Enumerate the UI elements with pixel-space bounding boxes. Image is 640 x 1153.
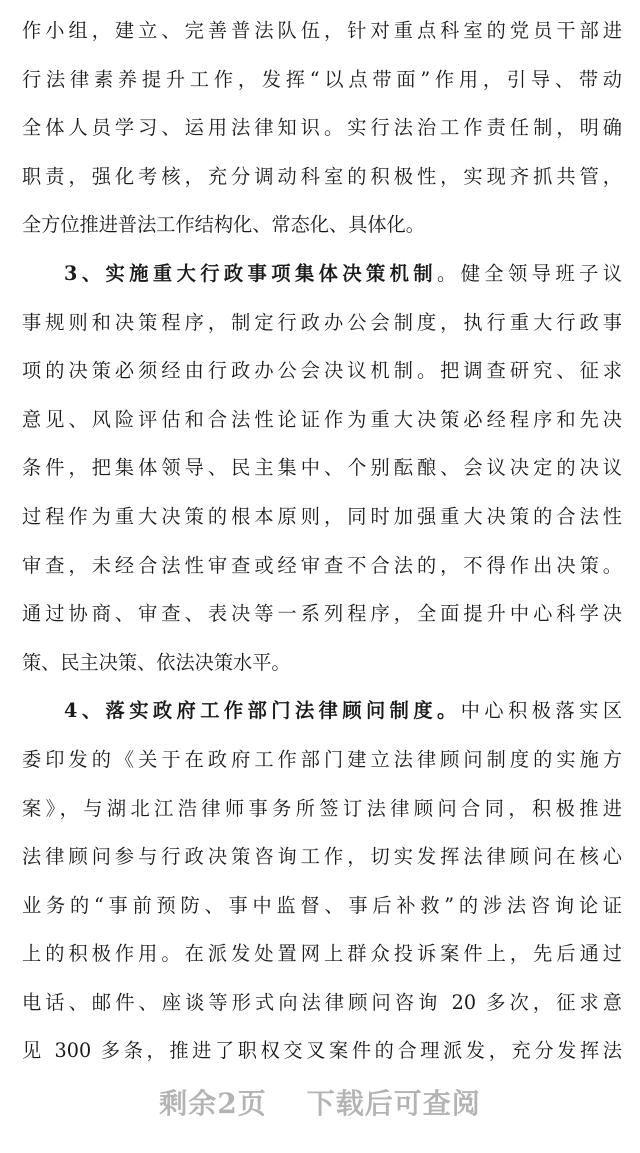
text-line: 电话、邮件、座谈等形式向法律顾问咨询 20 多次，征求意: [22, 990, 622, 1014]
document-body: [22, 7, 622, 1076]
paragraph-2: [22, 250, 622, 687]
text-line: 职责，强化考核，充分调动科室的积极性，实现齐抓共管，: [22, 164, 622, 188]
section-heading: 3、实施重大行政事项集体决策机制: [64, 261, 438, 285]
text-line: 事规则和决策程序，制定行政办公会制度，执行重大行政事: [22, 310, 622, 334]
text-line: 条件，把集体领导、民主集中、个别酝酿、会议决定的决议: [22, 456, 622, 480]
text-line: 见 300 多条，推进了职权交叉案件的合理派发，充分发挥法: [22, 1039, 622, 1063]
text-line: 通过协商、审查、表决等一系列程序，全面提升中心科学决: [22, 602, 622, 626]
text-span: 中心积极落实区: [460, 699, 622, 723]
text-line: 上的积极作用。在派发处置网上群众投诉案件上，先后通过: [22, 942, 622, 966]
text-line: 委印发的《关于在政府工作部门建立法律顾问制度的实施方: [22, 747, 622, 771]
download-to-view-label: 下载后可查阅: [306, 1087, 481, 1120]
text-line: 审查，未经合法性审查或经审查不合法的，不得作出决策。: [22, 553, 622, 577]
paragraph-first-line: [22, 250, 622, 299]
text-line: 过程作为重大决策的根本原则，同时加强重大决策的合法性: [22, 504, 622, 528]
text-line: 作小组，建立、完善普法队伍，针对重点科室的党员干部进: [22, 19, 622, 42]
text-line: 项的决策必须经由行政办公会决议机制。把调查研究、征求: [22, 359, 622, 383]
text-line: 策、民主决策、依法决策水平。: [22, 650, 291, 674]
text-line: 案》，与湖北江浩律师事务所签订法律顾问合同，积极推进: [22, 796, 622, 820]
section-heading: 4、落实政府工作部门法律顾问制度。: [64, 699, 461, 723]
paragraph-3: [22, 687, 622, 1076]
remaining-pages-label: 剩余2页: [159, 1087, 267, 1120]
text-line: 行法律素养提升工作，发挥“以点带面”作用，引导、带动: [22, 67, 622, 91]
text-line: 全体人员学习、运用法律知识。实行法治工作责任制，明确: [22, 116, 622, 140]
paragraph-1: [22, 7, 622, 250]
text-line: 法律顾问参与行政决策咨询工作，切实发挥法律顾问在核心: [22, 845, 622, 869]
remaining-pages-banner[interactable]: [0, 1082, 640, 1122]
text-line: 全方位推进普法工作结构化、常态化、具体化。: [22, 213, 425, 237]
paragraph-first-line: [22, 687, 622, 736]
text-line: 业务的“事前预防、事中监督、事后补救”的涉法咨询论证: [22, 893, 622, 917]
text-span: 。健全领导班子议: [437, 261, 622, 285]
text-line: 意见、风险评估和合法性论证作为重大决策必经程序和先决: [22, 407, 622, 431]
